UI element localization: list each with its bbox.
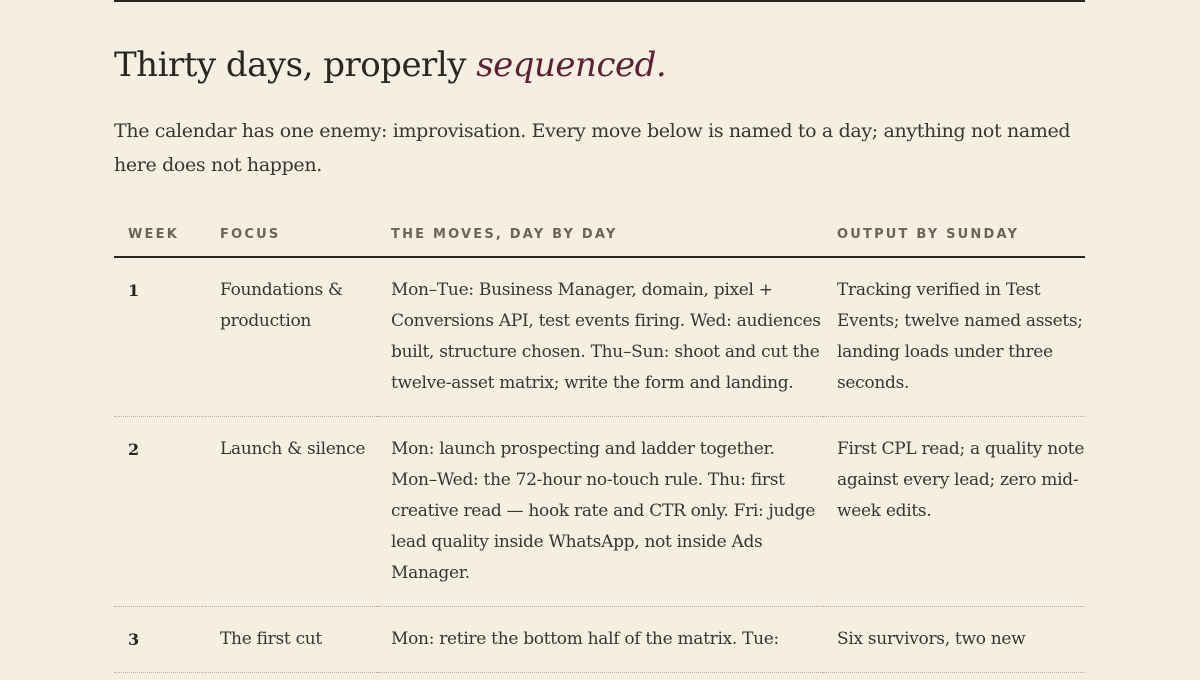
focus-cell: The first cut — [206, 607, 377, 673]
output-cell: Six survivors, two new — [823, 607, 1085, 673]
week-number: 1 — [114, 257, 206, 417]
moves-cell: Mon: launch prospecting and ladder together. Mon–Wed: the 72-hour no-touch rule. Thu: first creative read — hook rate and CTR only. Fri: judge lead quality inside WhatsApp, not inside Ads Manager. — [377, 417, 823, 607]
lede-paragraph: The calendar has one enemy: improvisation. Every move below is named to a day; anything not named here does not happen. — [114, 120, 1071, 176]
header-week: WEEK — [114, 227, 206, 257]
page — [114, 0, 1085, 673]
header-output: OUTPUT BY SUNDAY — [823, 227, 1085, 257]
focus-cell: Foundations & production — [206, 257, 377, 417]
table-row — [114, 417, 1085, 607]
moves-cell: Mon–Tue: Business Manager, domain, pixel + Conversions API, test events firing. Wed: audiences built, structure chosen. Thu–Sun: shoot and cut the twelve-asset matrix; write the form and landing. — [377, 257, 823, 417]
output-cell: Tracking verified in Test Events; twelve named assets; landing loads under three seconds. — [823, 257, 1085, 417]
heading-emphasis: sequenced. — [476, 45, 667, 85]
section-heading — [114, 43, 1085, 87]
heading-plain: Thirty days, properly — [114, 45, 477, 85]
output-cell: First CPL read; a quality note against every lead; zero mid-week edits. — [823, 417, 1085, 607]
schedule-table — [114, 227, 1085, 673]
moves-cell: Mon: retire the bottom half of the matrix. Tue: — [377, 607, 823, 673]
table-row — [114, 257, 1085, 417]
table-row — [114, 607, 1085, 673]
top-rule — [114, 0, 1085, 2]
week-number: 3 — [114, 607, 206, 673]
table-header-row — [114, 227, 1085, 257]
header-focus: FOCUS — [206, 227, 377, 257]
focus-cell: Launch & silence — [206, 417, 377, 607]
week-number: 2 — [114, 417, 206, 607]
header-moves: THE MOVES, DAY BY DAY — [377, 227, 823, 257]
